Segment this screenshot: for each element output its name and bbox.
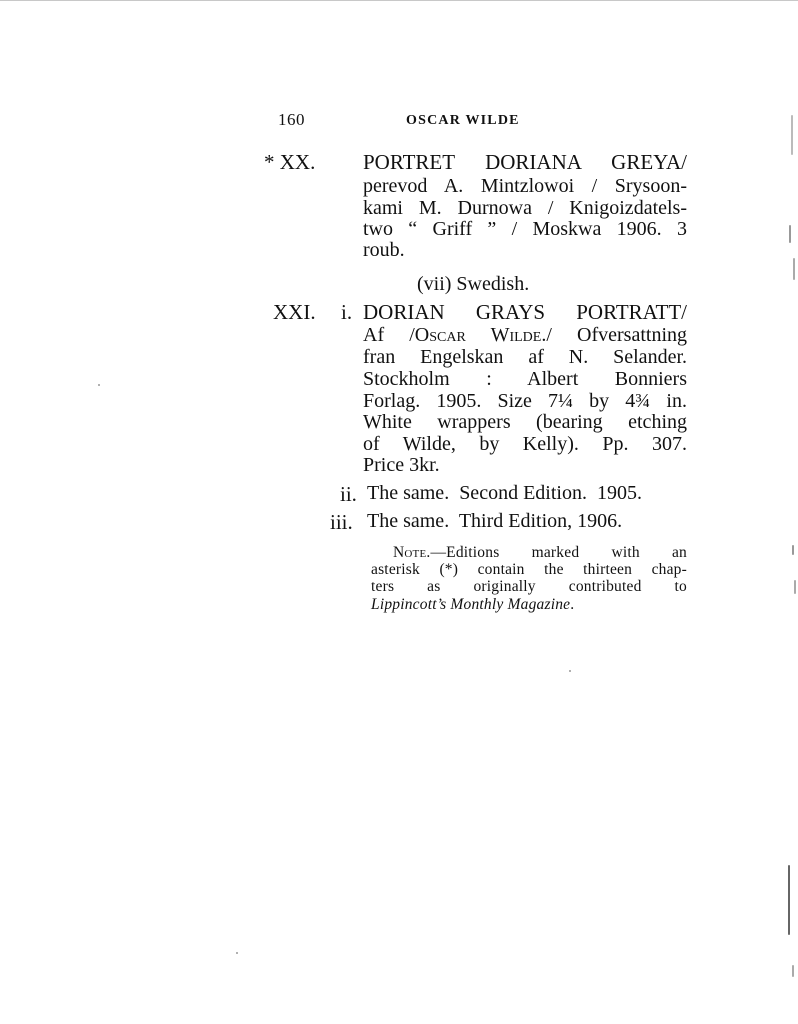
entry-xx-line-5: roub. bbox=[363, 239, 405, 261]
entry-number-xxi: XXI. bbox=[273, 300, 316, 324]
magazine-title: Lippincott’s Monthly Magazine bbox=[371, 596, 571, 613]
entry-xxi-i-line-3: fran Engelskan af N. Selander. bbox=[363, 346, 687, 368]
note-line-2: asterisk (*) contain the thirteen chap- bbox=[371, 561, 687, 578]
entry-xxi-i-line-2 bbox=[363, 324, 687, 347]
entry-xx-line-1: PORTRET DORIANA GREYA/ bbox=[363, 150, 687, 174]
scan-edge-mark bbox=[791, 115, 793, 155]
note-label: Note bbox=[393, 544, 427, 561]
dust-speck bbox=[236, 952, 238, 954]
note-line-4 bbox=[371, 596, 687, 614]
entry-number-xx: * XX. bbox=[264, 150, 316, 174]
item-label-iii: iii. bbox=[330, 510, 353, 534]
scan-edge-mark bbox=[794, 580, 796, 594]
entry-xxi-i-line-6: White wrappers (bearing etching bbox=[363, 411, 687, 433]
entry-xxi-ii: The same. Second Edition. 1905. bbox=[367, 482, 642, 504]
running-title: OSCAR WILDE bbox=[406, 113, 520, 128]
note-line-4-end: . bbox=[570, 596, 575, 613]
item-label-i: i. bbox=[341, 300, 353, 324]
entry-xx-line-3: kami M. Durnowa / Knigoizdatels- bbox=[363, 197, 687, 219]
line-suffix: ./ Ofversattning bbox=[541, 324, 687, 346]
dust-speck bbox=[569, 670, 571, 672]
note-line-3: ters as originally contributed to bbox=[371, 578, 687, 595]
page-number: 160 bbox=[278, 110, 305, 129]
note-line-1-text: .—Editions marked with an bbox=[426, 544, 687, 561]
scan-edge-mark bbox=[789, 225, 791, 243]
entry-xx-line-2: perevod A. Mintzlowoi / Srysoon- bbox=[363, 175, 687, 197]
item-label-ii: ii. bbox=[340, 482, 357, 506]
author-name: Oscar Wilde bbox=[414, 324, 542, 346]
entry-xxi-i-line-5: Forlag. 1905. Size 7¼ by 4¾ in. bbox=[363, 390, 687, 412]
scan-edge-mark bbox=[792, 965, 794, 977]
scan-edge-mark bbox=[792, 545, 794, 555]
scan-edge-mark bbox=[788, 865, 790, 935]
entry-xx-line-4: two “ Griff ” / Moskwa 1906. 3 bbox=[363, 218, 687, 240]
line-prefix: Af / bbox=[363, 324, 415, 346]
note-line-1 bbox=[393, 544, 687, 562]
entry-xxi-iii: The same. Third Edition, 1906. bbox=[367, 510, 623, 532]
section-heading: (vii) Swedish. bbox=[417, 273, 530, 295]
entry-xxi-i-line-7: of Wilde, by Kelly). Pp. 307. bbox=[363, 433, 687, 455]
entry-xxi-i-line-4: Stockholm : Albert Bonniers bbox=[363, 368, 687, 390]
dust-speck bbox=[98, 384, 100, 386]
entry-xxi-i-line-8: Price 3kr. bbox=[363, 454, 440, 476]
scan-edge-mark bbox=[793, 258, 795, 280]
entry-xxi-i-line-1: DORIAN GRAYS PORTRATT/ bbox=[363, 300, 687, 324]
